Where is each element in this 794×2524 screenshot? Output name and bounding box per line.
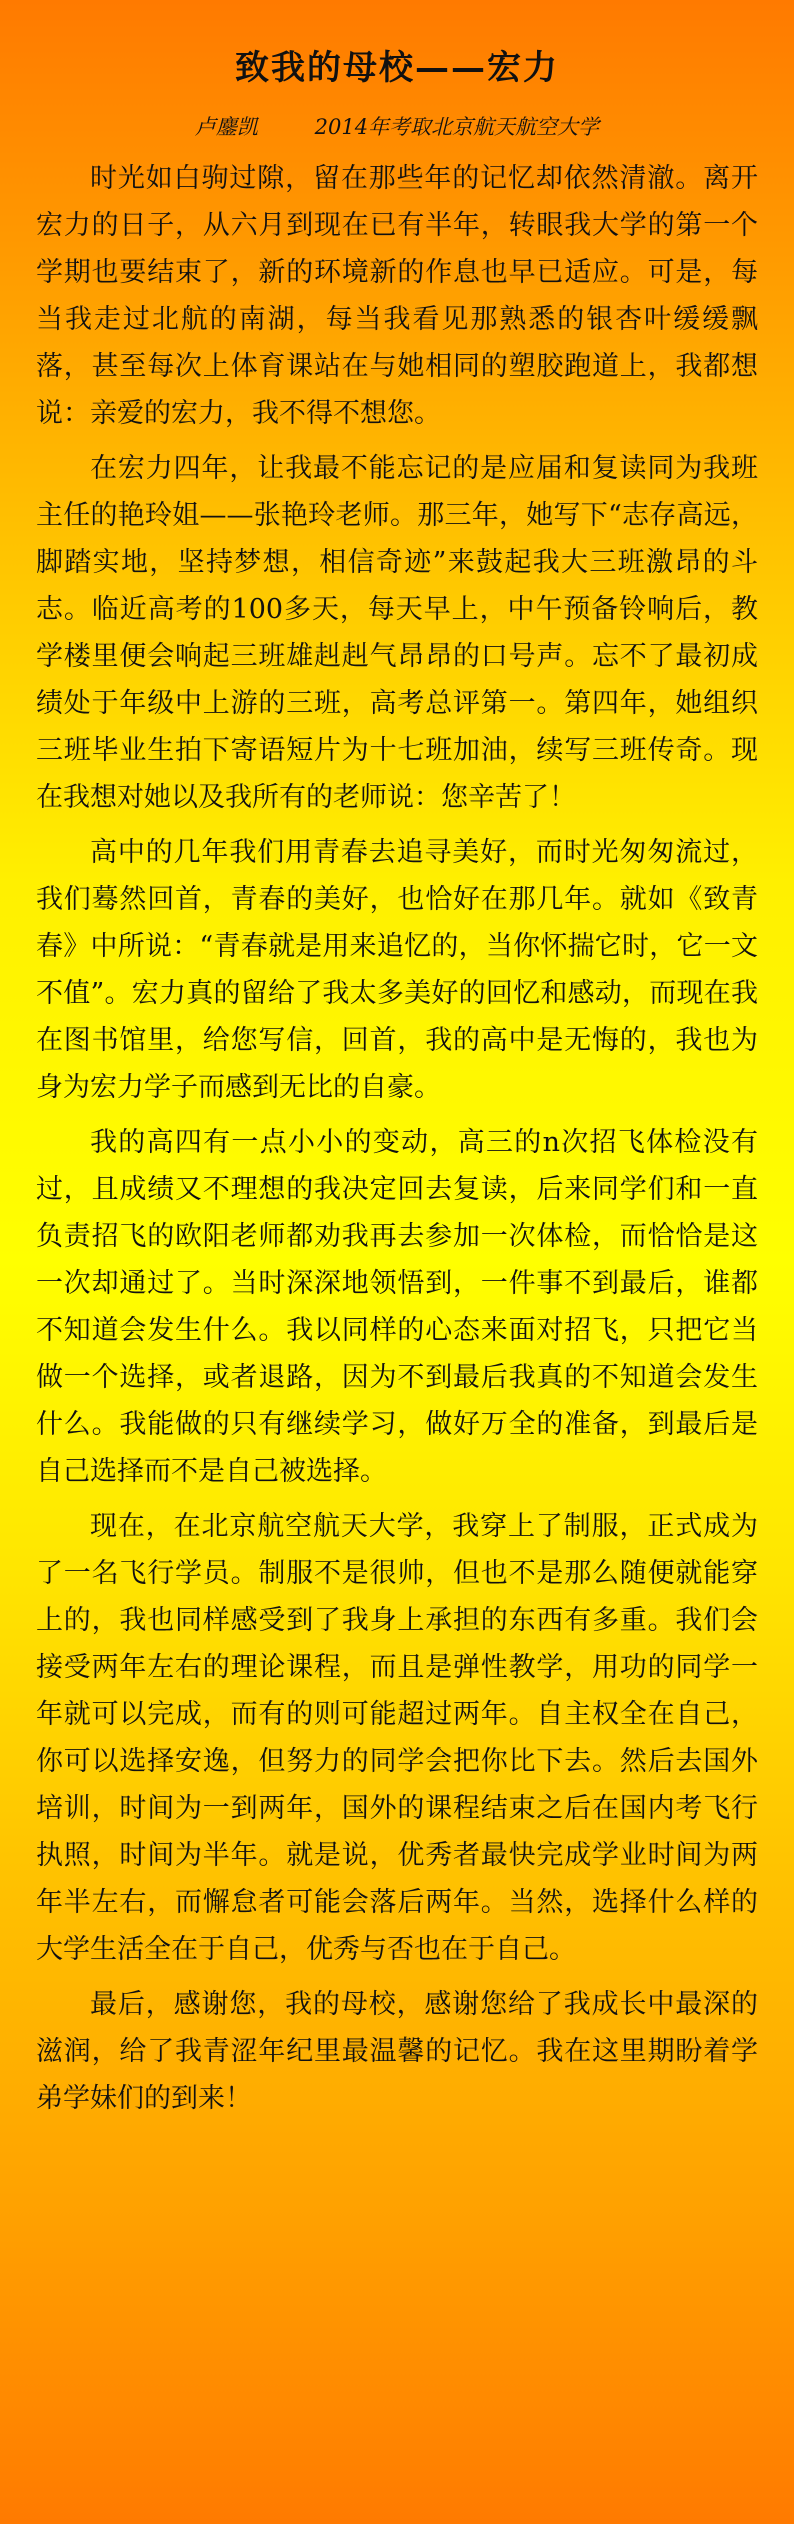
article-byline: [36, 111, 758, 141]
paragraph-2: 在宏力四年，让我最不能忘记的是应届和复读同为我班主任的艳玲姐——张艳玲老师。那三年，她写下“志存高远，脚踏实地，坚持梦想，相信奇迹”来鼓起我大三班激昂的斗志。临近高考的100多天，每天早上，中午预备铃响后，教学楼里便会响起三班雄赳赳气昂昂的口号声。忘不了最初成绩处于年级中上游的三班，高考总评第一。第四年，她组织三班毕业生拍下寄语短片为十七班加油，续写三班传奇。现在我想对她以及我所有的老师说：您辛苦了！: [36, 453, 758, 813]
paragraph-5: 现在，在北京航空航天大学，我穿上了制服，正式成为了一名飞行学员。制服不是很帅，但也不是那么随便就能穿上的，我也同样感受到了我身上承担的东西有多重。我们会接受两年左右的理论课程，而且是弹性教学，用功的同学一年就可以完成，而有的则可能超过两年。自主权全在自己，你可以选择安逸，但努力的同学会把你比下去。然后去国外培训，时间为一到两年，国外的课程结束之后在国内考飞行执照，时间为半年。就是说，优秀者最快完成学业时间为两年半左右，而懈怠者可能会落后两年。当然，选择什么样的大学生活全在于自己，优秀与否也在于自己。: [36, 1511, 758, 1965]
paragraph-4: 我的高四有一点小小的变动，高三的n次招飞体检没有过，且成绩又不理想的我决定回去复读，后来同学们和一直负责招飞的欧阳老师都劝我再去参加一次体检，而恰恰是这一次却通过了。当时深深地领悟到，一件事不到最后，谁都不知道会发生什么。我以同样的心态来面对招飞，只把它当做一个选择，或者退路，因为不到最后我真的不知道会发生什么。我能做的只有继续学习，做好万全的准备，到最后是自己选择而不是自己被选择。: [36, 1127, 758, 1487]
paragraph-3: 高中的几年我们用青春去追寻美好，而时光匆匆流过，我们蓦然回首，青春的美好，也恰好在那几年。就如《致青春》中所说：“青春就是用来追忆的，当你怀揣它时，它一文不值”。宏力真的留给了我太多美好的回忆和感动，而现在我在图书馆里，给您写信，回首，我的高中是无悔的，我也为身为宏力学子而感到无比的自豪。: [36, 837, 758, 1103]
article-title: 致我的母校——宏力: [235, 48, 559, 88]
article-body: [36, 155, 758, 2122]
paragraph-6: 最后，感谢您，我的母校，感谢您给了我成长中最深的滋润，给了我青涩年纪里最温馨的记忆。我在这里期盼着学弟学妹们的到来！: [36, 1989, 758, 2114]
paragraph-1: 时光如白驹过隙，留在那些年的记忆却依然清澈。离开宏力的日子，从六月到现在已有半年，转眼我大学的第一个学期也要结束了，新的环境新的作息也早已适应。可是，每当我走过北航的南湖，每当我看见那熟悉的银杏叶缓缓飘落，甚至每次上体育课站在与她相同的塑胶跑道上，我都想说：亲爱的宏力，我不得不想您。: [36, 163, 758, 429]
author-name: 卢鏖凯: [194, 115, 258, 139]
author-note: 2014年考取北京航天航空大学: [314, 115, 600, 139]
